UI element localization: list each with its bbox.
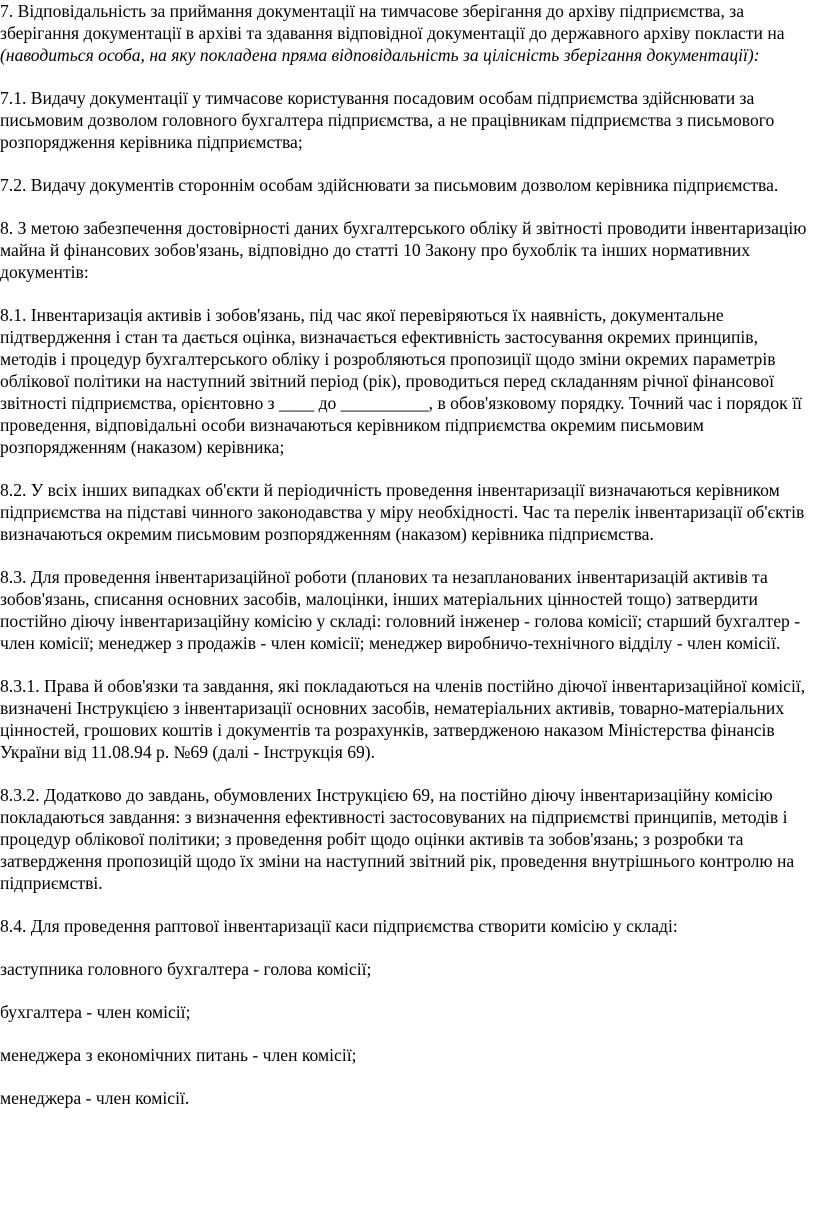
paragraph-8: 8. З метою забезпечення достовірності даних бухгалтерського обліку й звітності проводити інвентаризацію майна й фінансових зобов'язань, відповідно до статті 10 Закону про бухоблік та інших нормативних документів: [0, 218, 807, 282]
commission-member-3: менеджера з економічних питань - член комісії; [0, 1045, 357, 1065]
paragraph-7-1: 7.1. Видачу документації у тимчасове користування посадовим особам підприємства здійснювати за письмовим дозволом головного бухгалтера підприємства, а не працівникам підприємства з письмового розпорядження керівника підприємства; [0, 88, 775, 152]
commission-member-1: заступника головного бухгалтера - голова комісії; [0, 959, 372, 979]
paragraph-8-3-1: 8.3.1. Права й обов'язки та завдання, які покладаються на членів постійно діючої інвентаризаційної комісії, визначені Інструкцією з інвентаризації основних засобів, нематеріальних активів, товарно-матеріальних цінностей, грошових коштів і документів та розрахунків, затвердженою наказом Міністерства фінансів України від 11.08.94 р. №69 (далі - Інструкція 69). [0, 676, 806, 762]
commission-member-2: бухгалтера - член комісії; [0, 1002, 191, 1022]
paragraph-8-1: 8.1. Інвентаризація активів і зобов'язань, під час якої перевіряються їх наявність, документальне підтвердження і стан та дається оцінка, визначається ефективність застосування окремих принципів, методів і процедур бухгалтерського обліку і розробляються пропозиції щодо зміни окремих параметрів облікової політики на наступний звітний період (рік), проводиться перед складанням річної фінансової звітності підприємства, орієнтовно з ____ до __________, в обов'язковому порядку. Точний час і порядок її проведення, відповідальні особи визначаються керівником підприємства окремим письмовим розпорядженням (наказом) керівника; [0, 305, 802, 457]
paragraph-7 [0, 0, 812, 66]
paragraph-8-3: 8.3. Для проведення інвентаризаційної роботи (планових та незапланованих інвентаризацій активів та зобов'язань, списання основних засобів, малоцінки, інших матеріальних цінностей тощо) затвердити постійно діючу інвентаризаційну комісію у складі: головний інженер - голова комісії; старший бухгалтер - член комісії; менеджер з продажів - член комісії; менеджер виробничо-технічного відділу - член комісії. [0, 567, 801, 653]
paragraph-7-italic-note: (наводиться особа, на яку покладена пряма відповідальність за цілісність зберігання документації): [0, 45, 760, 65]
paragraph-8-2: 8.2. У всіх інших випадках об'єкти й періодичність проведення інвентаризації визначаються керівником підприємства на підставі чинного законодавства у міру необхідності. Час та перелік інвентаризації об'єктів визначаються окремим письмовим розпорядженням (наказом) керівника підприємства. [0, 480, 805, 544]
commission-member-4: менеджера - член комісії. [0, 1088, 190, 1108]
paragraph-7-text: 7. Відповідальність за приймання документації на тимчасове зберігання до архіву підприємства, за зберігання документації в архіві та здавання відповідної документації до державного архіву покласти на [0, 1, 785, 43]
paragraph-8-3-2: 8.3.2. Додатково до завдань, обумовлених Інструкцією 69, на постійно діючу інвентаризаційну комісію покладаються завдання: з визначення ефективності застосовуваних на підприємстві принципів, методів і процедур облікової політики; з проведення робіт щодо оцінки активів та зобов'язань; з розробки та затвердження пропозицій щодо їх зміни на наступний звітний рік, проведення внутрішнього контролю на підприємстві. [0, 785, 795, 893]
paragraph-7-2: 7.2. Видачу документів стороннім особам здійснювати за письмовим дозволом керівника підприємства. [0, 175, 779, 195]
paragraph-8-4: 8.4. Для проведення раптової інвентаризації каси підприємства створити комісію у складі: [0, 916, 678, 936]
